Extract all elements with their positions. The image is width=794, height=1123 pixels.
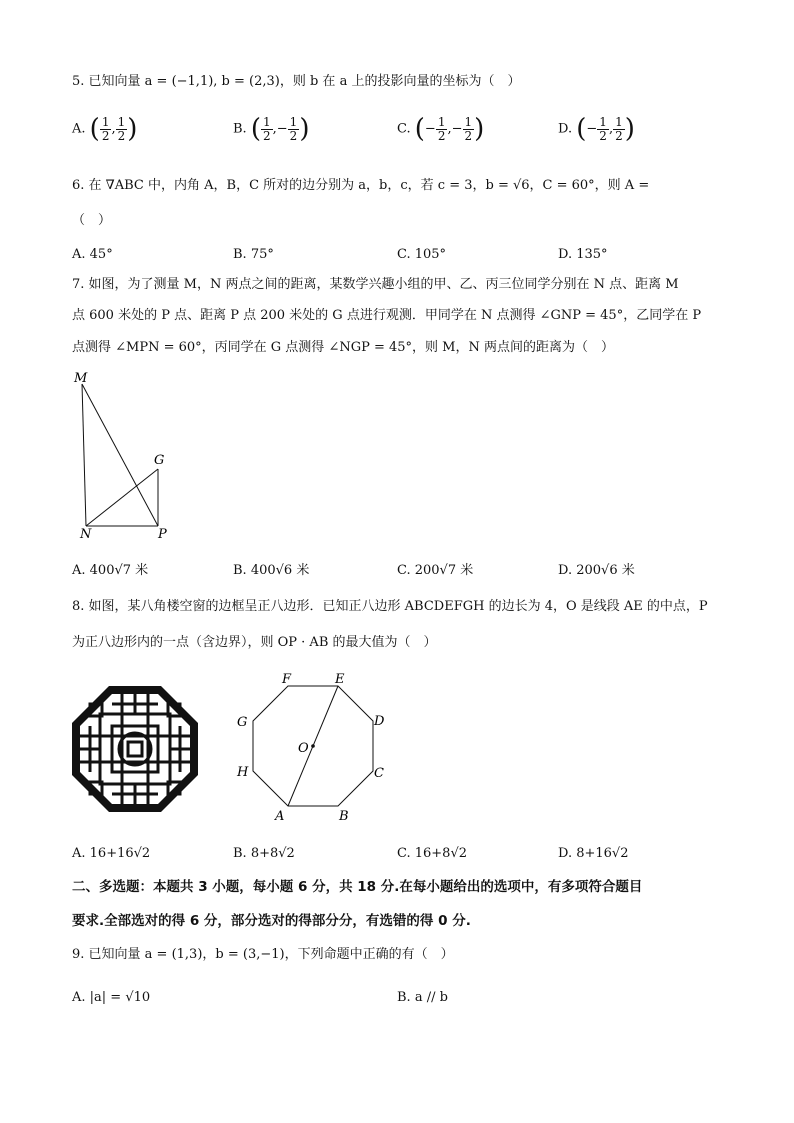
q7-line1: 7. 如图，为了测量 M，N 两点之间的距离，某数学兴趣小组的甲、乙、丙三位同学分别在 N 点、距离 M <box>72 277 679 292</box>
label-p: P <box>158 527 167 542</box>
q8-option-b[interactable]: B. 8+8√2 <box>233 846 295 861</box>
q8-octagon-figure <box>232 670 392 828</box>
q8-option-a[interactable]: A. 16+16√2 <box>72 846 151 861</box>
label-b: B <box>339 809 349 824</box>
octagonal-lattice-window-image <box>72 686 198 812</box>
q7-triangle-figure <box>70 366 180 542</box>
q5-option-b[interactable]: B. ( $\frac{1}{2}$ ,− $\frac{1}{2}$ ) <box>233 114 310 144</box>
label-h: H <box>237 765 249 780</box>
label-n: N <box>80 527 92 542</box>
q8-line1: 8. 如图，某八角楼空窗的边框呈正八边形．已知正八边形 ABCDEFGH 的边长为 4，O 是线段 AE 的中点，P <box>72 599 708 614</box>
label-f: F <box>282 672 292 687</box>
q5-option-c[interactable]: C. (− $\frac{1}{2}$ ,− $\frac{1}{2}$ ) <box>397 114 485 144</box>
label-o: O <box>298 741 309 756</box>
q6-option-a[interactable]: A. 45° <box>72 247 113 262</box>
q9-option-a[interactable]: A. |a| = √10 <box>72 990 151 1005</box>
q6-option-d[interactable]: D. 135° <box>558 247 608 262</box>
q6-stem: 6. 在 ∇ABC 中，内角 A，B，C 所对的边分别为 a，b，c，若 c = 3，b = √6，C = 60°，则 A = <box>72 178 650 193</box>
q6-answer-paren: （ ） <box>72 213 112 228</box>
q6-option-c[interactable]: C. 105° <box>397 247 447 262</box>
q5-stem: 5. 已知向量 a = (−1,1), b = (2,3)，则 b 在 a 上的投影向量的坐标为（ ） <box>72 74 521 89</box>
label-g: G <box>154 453 165 468</box>
q8-option-d[interactable]: D. 8+16√2 <box>558 846 629 861</box>
label-m: M <box>74 371 88 386</box>
q9-option-b[interactable]: B. a // b <box>397 990 448 1005</box>
q8-line2: 为正八边形内的一点（含边界），则 OP · AB 的最大值为（ ） <box>72 635 437 650</box>
q7-option-d[interactable]: D. 200√6 米 <box>558 563 635 578</box>
q7-line3: 点测得 ∠MPN = 60°，丙同学在 G 点测得 ∠NGP = 45°，则 M，N 两点间的距离为（ ） <box>72 340 614 355</box>
label-a: A <box>275 809 285 824</box>
section2-heading-line2: 要求.全部选对的得 6 分，部分选对的得部分分，有选错的得 0 分. <box>72 913 471 929</box>
label-e: E <box>335 672 345 687</box>
q6-option-b[interactable]: B. 75° <box>233 247 274 262</box>
q7-line2: 点 600 米处的 P 点、距离 P 点 200 米处的 G 点进行观测．甲同学在 N 点测得 ∠GNP = 45°，乙同学在 P <box>72 308 702 323</box>
q8-option-c[interactable]: C. 16+8√2 <box>397 846 468 861</box>
q7-option-c[interactable]: C. 200√7 米 <box>397 563 474 578</box>
label-g: G <box>237 715 248 730</box>
q7-option-a[interactable]: A. 400√7 米 <box>72 563 149 578</box>
q5-option-a[interactable]: A. ( $\frac{1}{2}$ , $\frac{1}{2}$ ) <box>72 114 138 144</box>
q7-option-b[interactable]: B. 400√6 米 <box>233 563 310 578</box>
section2-heading-line1: 二、多选题：本题共 3 小题，每小题 6 分，共 18 分.在每小题给出的选项中，有多项符合题目 <box>72 879 643 895</box>
q9-stem: 9. 已知向量 a = (1,3)，b = (3,−1)，下列命题中正确的有（ ） <box>72 947 454 962</box>
label-c: C <box>374 766 384 781</box>
q5-option-d[interactable]: D. (− $\frac{1}{2}$ , $\frac{1}{2}$ ) <box>558 114 635 144</box>
label-d: D <box>374 714 385 729</box>
